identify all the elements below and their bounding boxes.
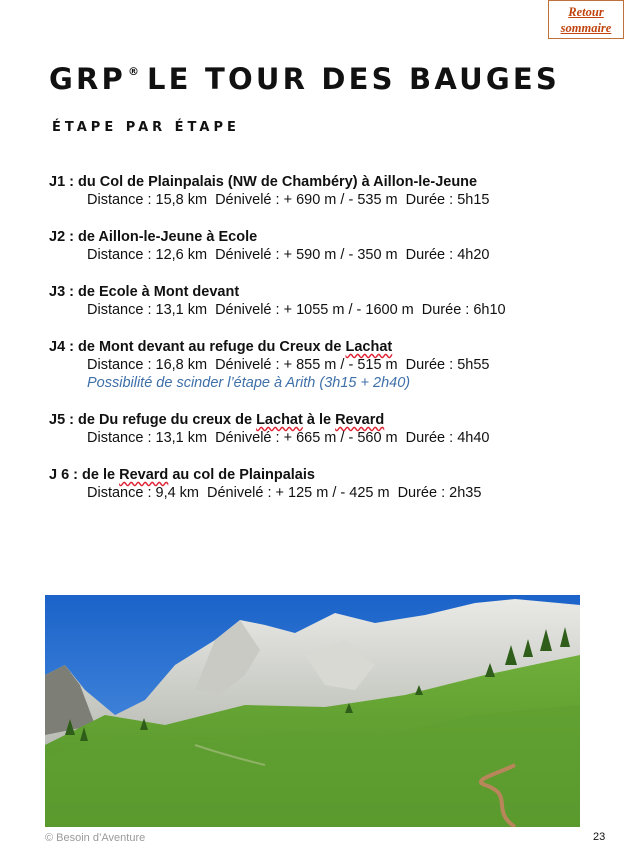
stage-4-heading	[49, 338, 609, 356]
stage-5-heading	[49, 411, 609, 429]
stage-4-duree: Durée : 5h55	[405, 357, 490, 373]
page-number: 23	[593, 831, 606, 843]
stage-6	[49, 466, 609, 502]
stage-2	[49, 228, 609, 264]
stage-5-details	[49, 429, 609, 447]
stage-4-heading-lachat: Lachat	[345, 339, 393, 355]
stage-1-details	[49, 191, 609, 209]
stage-2-heading: J2 : de Aillon-le-Jeune à Ecole	[49, 229, 258, 245]
stage-4-note: Possibilité de scinder l’étape à Arith (3h15 + 2h40)	[87, 375, 411, 391]
stage-6-distance: Distance : 9,4 km	[87, 485, 200, 501]
retour-label[interactable]: Retour	[568, 4, 604, 19]
stage-3-denivele: Dénivelé : + 1055 m / - 1600 m	[215, 302, 414, 318]
footer-copyright: © Besoin d’Aventure	[45, 832, 146, 844]
stage-4-distance: Distance : 16,8 km	[87, 357, 208, 373]
stage-6-heading-end: au col de Plainpalais	[168, 467, 315, 483]
stage-3-duree: Durée : 6h10	[421, 302, 506, 318]
stage-1-heading: J1 : du Col de Plainpalais (NW de Chambéry) à Aillon-le-Jeune	[49, 174, 478, 190]
stage-3	[49, 283, 609, 319]
stage-2-details	[49, 246, 609, 264]
stage-5-heading-lachat: Lachat	[256, 412, 303, 428]
stage-5-heading-revard: Revard	[335, 412, 385, 428]
stage-6-details	[49, 484, 609, 502]
stage-6-heading	[49, 466, 609, 484]
stage-4-denivele: Dénivelé : + 855 m / - 515 m	[215, 357, 398, 373]
stage-1-duree: Durée : 5h15	[405, 192, 490, 208]
page-subtitle: ÉTAPE PAR ÉTAPE	[52, 120, 240, 135]
stage-5-duree: Durée : 4h40	[405, 430, 490, 446]
stage-6-heading-revard: Revard	[119, 467, 169, 483]
page-title	[49, 62, 560, 96]
stage-1-denivele: Dénivelé : + 690 m / - 535 m	[215, 192, 398, 208]
stage-1-distance: Distance : 15,8 km	[87, 192, 208, 208]
stage-6-denivele: Dénivelé : + 125 m / - 425 m	[207, 485, 390, 501]
mountain-photo	[45, 595, 580, 827]
stage-2-denivele: Dénivelé : + 590 m / - 350 m	[215, 247, 398, 263]
sommaire-label[interactable]: sommaire	[560, 20, 612, 35]
stage-5-heading-text: J5 : de Du refuge du creux de	[49, 412, 257, 428]
stage-list	[49, 173, 609, 521]
stage-5-denivele: Dénivelé : + 665 m / - 560 m	[215, 430, 398, 446]
stage-4-details	[49, 356, 609, 374]
stage-3-heading: J3 : de Ecole à Mont devant	[49, 284, 240, 300]
title-main: LE TOUR DES BAUGES	[147, 62, 560, 96]
stage-5-heading-mid: à le	[302, 412, 336, 428]
registered-mark: ®	[128, 65, 139, 78]
title-grp: GRP	[49, 62, 126, 96]
stage-6-heading-text: J 6 : de le	[49, 467, 120, 483]
stage-5	[49, 411, 609, 447]
stage-2-distance: Distance : 12,6 km	[87, 247, 208, 263]
retour-sommaire-link[interactable]	[548, 0, 624, 39]
stage-2-duree: Durée : 4h20	[405, 247, 490, 263]
stage-5-distance: Distance : 13,1 km	[87, 430, 208, 446]
stage-4	[49, 338, 609, 392]
stage-4-heading-text: J4 : de Mont devant au refuge du Creux de	[49, 339, 346, 355]
stage-3-details	[49, 301, 609, 319]
stage-6-duree: Durée : 2h35	[397, 485, 482, 501]
stage-1	[49, 173, 609, 209]
stage-3-distance: Distance : 13,1 km	[87, 302, 208, 318]
